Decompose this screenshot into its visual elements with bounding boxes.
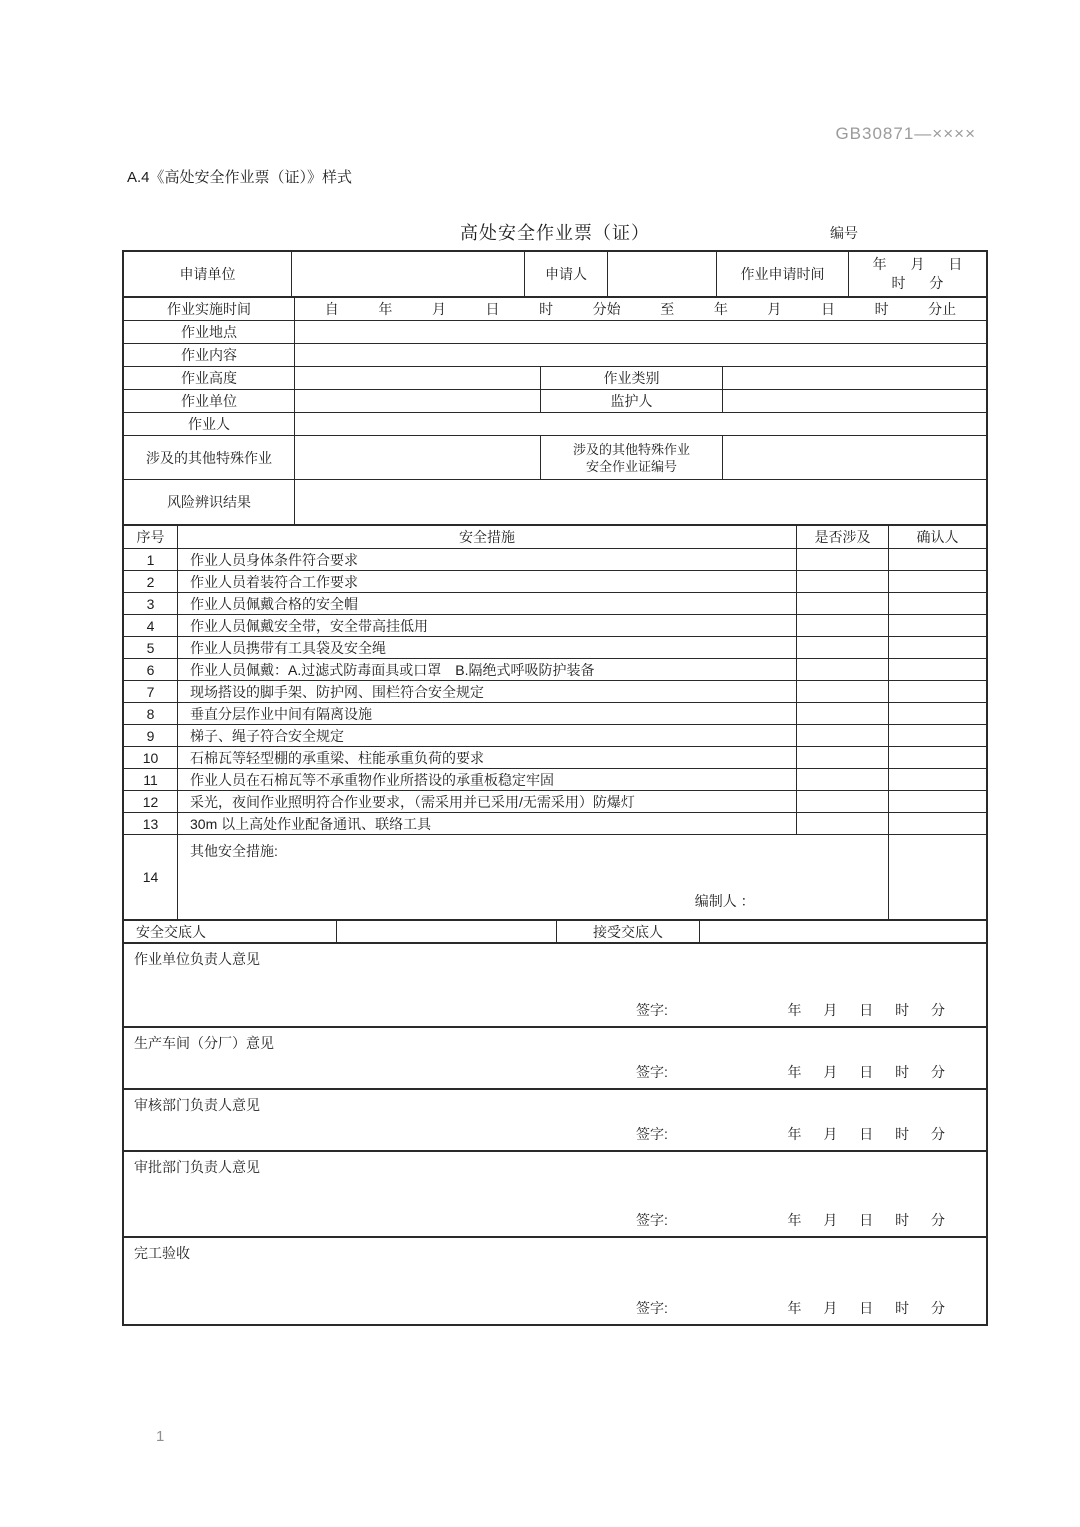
measure-row (124, 725, 986, 747)
measure-involved-field (797, 769, 889, 790)
opinion-block-approval-dept (124, 1152, 986, 1238)
measure-confirmer-field (889, 791, 986, 812)
measure-no: 11 (124, 769, 178, 790)
content-label: 作业内容 (124, 344, 295, 366)
permit-form-table (122, 250, 988, 1326)
measures-header-row (124, 526, 986, 549)
cert-label-line2: 安全作业证编号 (585, 458, 677, 474)
measure-row (124, 769, 986, 791)
measure-row (124, 549, 986, 571)
other-special-field (295, 436, 541, 479)
impl-part: 月 (767, 301, 782, 317)
measure-confirmer-field (889, 549, 986, 570)
title-bar (122, 219, 988, 245)
sign-date-parts: 年 月 日 时 分 (787, 1064, 945, 1080)
measure-text: 30m 以上高处作业配备通讯、联络工具 (178, 813, 797, 834)
opinion-label: 完工验收 (134, 1245, 190, 1261)
applicant-unit-field (292, 252, 525, 296)
measure-row (124, 791, 986, 813)
measure-text: 采光，夜间作业照明符合作业要求，（需采用并已采用/无需采用）防爆灯 (178, 791, 797, 812)
col-header-no: 序号 (124, 526, 178, 548)
measure-row (124, 747, 986, 769)
measure-no: 12 (124, 791, 178, 812)
sign-label: 签字: (636, 1300, 668, 1316)
measure-text: 垂直分层作业中间有隔离设施 (178, 703, 797, 724)
other-measures-row (124, 835, 986, 921)
measure-no: 10 (124, 747, 178, 768)
measure-involved-field (797, 549, 889, 570)
applicant-unit-label: 申请单位 (124, 252, 292, 296)
impl-part: 年 (713, 301, 728, 317)
measure-involved-field (797, 659, 889, 680)
worker-label: 作业人 (124, 413, 295, 435)
opinion-label: 审批部门负责人意见 (134, 1159, 260, 1175)
impl-part: 至 (660, 301, 675, 317)
location-row (124, 321, 986, 344)
height-row (124, 367, 986, 390)
measure-no: 4 (124, 615, 178, 636)
measure-row (124, 571, 986, 593)
sign-label: 签字: (636, 1126, 668, 1142)
measure-text: 石棉瓦等轻型棚的承重梁、柱能承重负荷的要求 (178, 747, 797, 768)
measure-confirmer-field (889, 725, 986, 746)
applicant-row (124, 252, 986, 298)
apply-time-field (849, 252, 986, 296)
measure-confirmer-field (889, 659, 986, 680)
location-label: 作业地点 (124, 321, 295, 343)
measure-text: 现场搭设的脚手架、防护网、围栏符合安全规定 (178, 681, 797, 702)
measure-row (124, 593, 986, 615)
apply-time-line1: 年 月 日 (872, 256, 963, 272)
measure-no: 8 (124, 703, 178, 724)
measure-row (124, 615, 986, 637)
measure-text: 作业人员着装符合工作要求 (178, 571, 797, 592)
applicant-label: 申请人 (525, 252, 608, 296)
preparer-label: 编制人 ： (694, 893, 755, 909)
unit-field (295, 390, 541, 412)
impl-part: 分始 (592, 301, 621, 317)
measure-confirmer-field (889, 769, 986, 790)
briefing-give-field (337, 921, 557, 942)
measure-confirmer-field (889, 571, 986, 592)
measure-text: 作业人员携带有工具袋及安全绳 (178, 637, 797, 658)
measure-text: 作业人员在石棉瓦等不承重物作业所搭设的承重板稳定牢固 (178, 769, 797, 790)
implement-time-field (295, 298, 986, 320)
impl-part: 年 (378, 301, 393, 317)
sign-label: 签字: (636, 1002, 668, 1018)
sign-date-parts: 年 月 日 时 分 (787, 1300, 945, 1316)
measure-no: 6 (124, 659, 178, 680)
measure-no: 3 (124, 593, 178, 614)
form-title: 高处安全作业票（证） (460, 223, 650, 243)
measure-row (124, 703, 986, 725)
measure-row (124, 637, 986, 659)
measure-involved-field (797, 593, 889, 614)
guardian-field (723, 390, 986, 412)
impl-part: 日 (485, 301, 500, 317)
briefing-row (124, 921, 986, 944)
standard-code: GB30871—×××× (835, 124, 976, 143)
other-special-row (124, 436, 986, 480)
measure-no: 2 (124, 571, 178, 592)
measure-confirmer-field (889, 813, 986, 834)
measure-no: 14 (124, 835, 178, 919)
measure-confirmer-field (889, 747, 986, 768)
applicant-field (608, 252, 717, 296)
category-label: 作业类别 (541, 367, 723, 389)
unit-label: 作业单位 (124, 390, 295, 412)
measure-involved-field (797, 791, 889, 812)
content-field (295, 344, 986, 366)
briefing-receive-field (700, 921, 986, 942)
measure-involved-field (797, 725, 889, 746)
measure-no: 9 (124, 725, 178, 746)
worker-row (124, 413, 986, 436)
impl-part: 时 (539, 301, 554, 317)
impl-part: 日 (820, 301, 835, 317)
unit-row (124, 390, 986, 413)
cert-label-line1: 涉及的其他特殊作业 (572, 441, 690, 457)
col-header-involved: 是否涉及 (797, 526, 889, 548)
measure-no: 7 (124, 681, 178, 702)
sign-date-parts: 年 月 日 时 分 (787, 1126, 945, 1142)
other-measures-confirmer-field (889, 835, 986, 919)
measure-involved-field (797, 637, 889, 658)
measure-involved-field (797, 703, 889, 724)
apply-time-line2: 时 分 (891, 275, 944, 291)
measure-involved-field (797, 747, 889, 768)
sign-date-parts: 年 月 日 时 分 (787, 1212, 945, 1228)
measure-text: 作业人员身体条件符合要求 (178, 549, 797, 570)
measure-confirmer-field (889, 593, 986, 614)
risk-field (295, 480, 986, 524)
col-header-confirmer: 确认人 (916, 529, 959, 545)
col-header-measure: 安全措施 (178, 526, 797, 548)
implement-time-label: 作业实施时间 (124, 298, 295, 320)
impl-part: 分止 (928, 301, 957, 317)
measure-no: 13 (124, 813, 178, 834)
other-special-cert-label (541, 436, 723, 479)
measure-involved-field (797, 571, 889, 592)
measure-no: 1 (124, 549, 178, 570)
content-row (124, 344, 986, 367)
measure-text: 作业人员佩戴合格的安全帽 (178, 593, 797, 614)
sign-date-parts: 年 月 日 时 分 (787, 1002, 945, 1018)
implement-time-row (124, 298, 986, 321)
measure-text: 作业人员佩戴：A.过滤式防毒面具或口罩 B.隔绝式呼吸防护装备 (178, 659, 797, 680)
measure-text: 梯子、绳子符合安全规定 (178, 725, 797, 746)
measure-row (124, 681, 986, 703)
page-number: 1 (156, 1428, 165, 1445)
impl-part: 月 (431, 301, 446, 317)
impl-part: 时 (874, 301, 889, 317)
measure-no: 5 (124, 637, 178, 658)
sign-label: 签字: (636, 1064, 668, 1080)
section-heading: A.4《高处安全作业票（证）》样式 (127, 169, 353, 186)
opinion-label: 审核部门负责人意见 (134, 1097, 260, 1113)
measure-confirmer-field (889, 703, 986, 724)
measure-confirmer-field (889, 681, 986, 702)
apply-time-label: 作业申请时间 (717, 252, 849, 296)
measure-involved-field (797, 681, 889, 702)
opinion-block-completion-acceptance (124, 1238, 986, 1324)
opinion-block-workshop (124, 1028, 986, 1090)
impl-part: 自 (324, 301, 339, 317)
measure-involved-field (797, 813, 889, 834)
risk-row (124, 480, 986, 526)
measure-confirmer-field (889, 615, 986, 636)
opinion-label: 作业单位负责人意见 (134, 951, 260, 967)
category-field (723, 367, 986, 389)
briefing-receive-label: 接受交底人 (557, 921, 700, 942)
other-measures-label: 其他安全措施: (190, 843, 278, 859)
sign-label: 签字: (636, 1212, 668, 1228)
measure-row (124, 659, 986, 681)
guardian-label: 监护人 (541, 390, 723, 412)
serial-number-label: 编号 (830, 225, 858, 241)
measure-confirmer-field (889, 637, 986, 658)
measure-row (124, 813, 986, 835)
measure-text: 作业人员佩戴安全带，安全带高挂低用 (178, 615, 797, 636)
opinion-block-unit-leader (124, 944, 986, 1028)
risk-label: 风险辨识结果 (124, 480, 295, 524)
other-measures-field (178, 835, 889, 919)
briefing-give-label: 安全交底人 (124, 921, 337, 942)
opinion-block-review-dept (124, 1090, 986, 1152)
height-field (295, 367, 541, 389)
height-label: 作业高度 (124, 367, 295, 389)
location-field (295, 321, 986, 343)
other-special-label: 涉及的其他特殊作业 (124, 436, 295, 479)
opinion-label: 生产车间（分厂）意见 (134, 1035, 274, 1051)
other-special-cert-field (723, 436, 986, 479)
worker-field (295, 413, 986, 435)
measure-involved-field (797, 615, 889, 636)
